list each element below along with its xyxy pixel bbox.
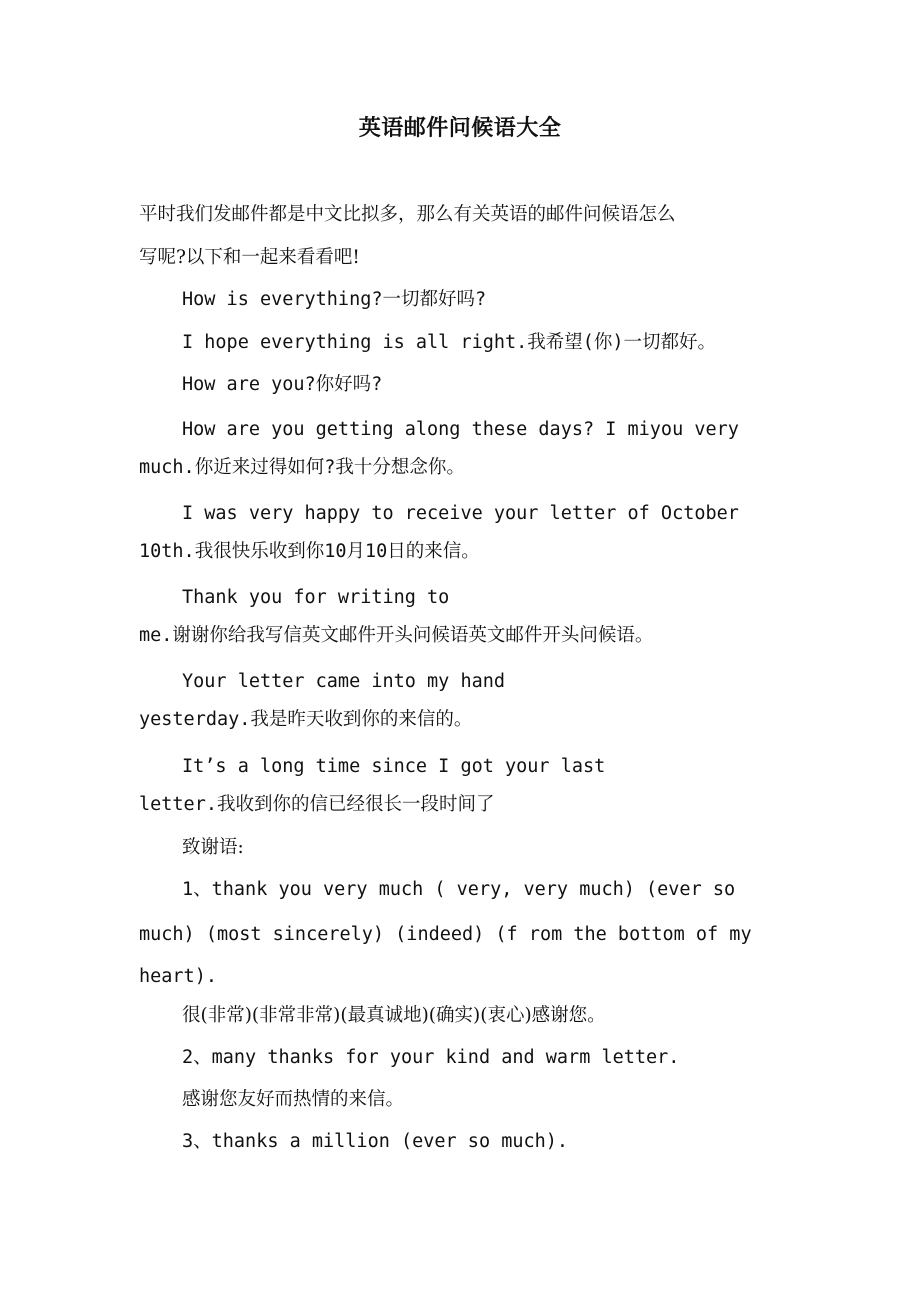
thanks-item-translation: 感谢您友好而热情的来信。 xyxy=(182,1089,405,1110)
thanks-heading: 致谢语: xyxy=(182,837,244,858)
greeting-line: How is everything?一切都好吗? xyxy=(182,289,487,310)
document-title: 英语邮件问候语大全 xyxy=(358,115,562,141)
intro-line-1: 平时我们发邮件都是中文比拟多，那么有关英语的邮件问候语怎么 xyxy=(139,204,676,225)
thanks-item-continuation: much) (most sincerely) (indeed) (f rom the bottom of my xyxy=(139,924,752,945)
greeting-line-continuation: letter.我收到你的信已经很长一段时间了 xyxy=(139,794,495,815)
greeting-line: I was very happy to receive your letter of October xyxy=(182,503,739,524)
thanks-item: 2、many thanks for your kind and warm letter. xyxy=(182,1047,680,1068)
thanks-item: 1、thank you very much ( very, very much) (ever so xyxy=(182,879,736,900)
greeting-line-continuation: much.你近来过得如何?我十分想念你。 xyxy=(139,457,465,478)
greeting-line-continuation: me.谢谢你给我写信英文邮件开头问候语英文邮件开头问候语。 xyxy=(139,625,654,646)
intro-line-2: 写呢?以下和一起来看看吧! xyxy=(139,247,360,268)
greeting-line: Thank you for writing to xyxy=(182,587,450,608)
greeting-line: How are you?你好吗? xyxy=(182,374,383,395)
greeting-line: Your letter came into my hand xyxy=(182,671,506,692)
greeting-line: How are you getting along these days? I miyou very xyxy=(182,419,739,440)
thanks-item-continuation: heart). xyxy=(139,966,217,987)
greeting-line-continuation: yesterday.我是昨天收到你的来信的。 xyxy=(139,709,473,730)
thanks-item-translation: 很(非常)(非常非常)(最真诚地)(确实)(衷心)感谢您。 xyxy=(182,1005,606,1026)
greeting-line: It’s a long time since I got your last xyxy=(182,756,606,777)
greeting-line: I hope everything is all right.我希望(你)一切都好。 xyxy=(182,332,717,353)
greeting-line-continuation: 10th.我很快乐收到你10月10日的来信。 xyxy=(139,541,480,562)
thanks-item: 3、thanks a million (ever so much). xyxy=(182,1131,569,1152)
